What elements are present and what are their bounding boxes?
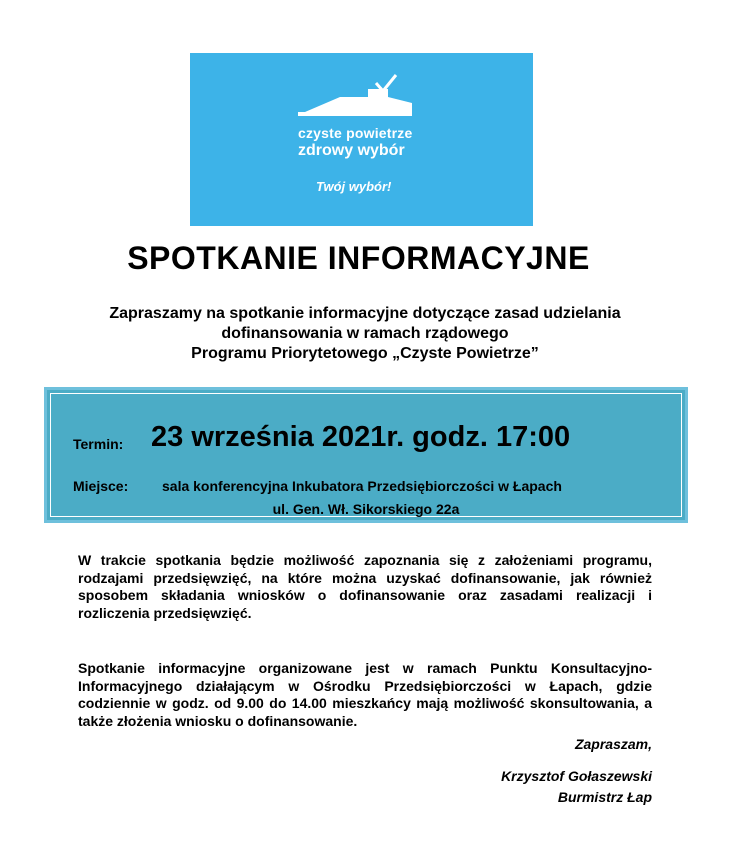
place-value: sala konferencyjna Inkubatora Przedsiębiorczości w Łapach xyxy=(162,478,562,494)
program-logo xyxy=(190,53,533,226)
intro-line-2: dofinansowania w ramach rządowego xyxy=(221,325,509,342)
event-details-box xyxy=(44,387,688,523)
logo-text-line1: czyste powietrze xyxy=(298,125,413,141)
logo-tagline: Twój wybór! xyxy=(316,179,392,194)
place-address: ul. Gen. Wł. Sikorskiego 22a xyxy=(272,501,460,517)
date-label: Termin: xyxy=(73,436,124,452)
intro-line-3: Programu Priorytetowego „Czyste Powietrze” xyxy=(191,345,539,362)
intro-text xyxy=(40,304,690,364)
place-label: Miejsce: xyxy=(73,478,129,494)
intro-line-1: Zapraszamy na spotkanie informacyjne dotyczące zasad udzielania xyxy=(109,305,621,322)
signature-closing: Zapraszam, xyxy=(574,736,652,752)
signature-position: Burmistrz Łap xyxy=(557,789,652,805)
page-title: SPOTKANIE INFORMACYJNE xyxy=(127,240,590,276)
event-details-inner-border xyxy=(50,393,682,517)
logo-text-line2: zdrowy wybór xyxy=(298,142,405,159)
description-paragraph-2: Spotkanie informacyjne organizowane jest w ramach Punktu Konsultacyjno-Informacyjnego działającym w Ośrodku Przedsiębiorczości w Łapach, gdzie codziennie w godz. od 9.00 do 14.00 mieszkańcy mają możliwość skonsultowania, a także złożenia wniosku o dofinansowanie. xyxy=(78,660,652,729)
signature-name: Krzysztof Gołaszewski xyxy=(501,768,652,784)
description-paragraph-1: W trakcie spotkania będzie możliwość zapoznania się z założeniami programu, rodzajami przedsięwzięć, na które można uzyskać dofinansowanie, jak również sposobem składania wniosków o dofinansowanie oraz zasadami realizacji i rozliczenia przedsięwzięć. xyxy=(78,552,652,621)
date-value: 23 września 2021r. godz. 17:00 xyxy=(151,421,571,453)
